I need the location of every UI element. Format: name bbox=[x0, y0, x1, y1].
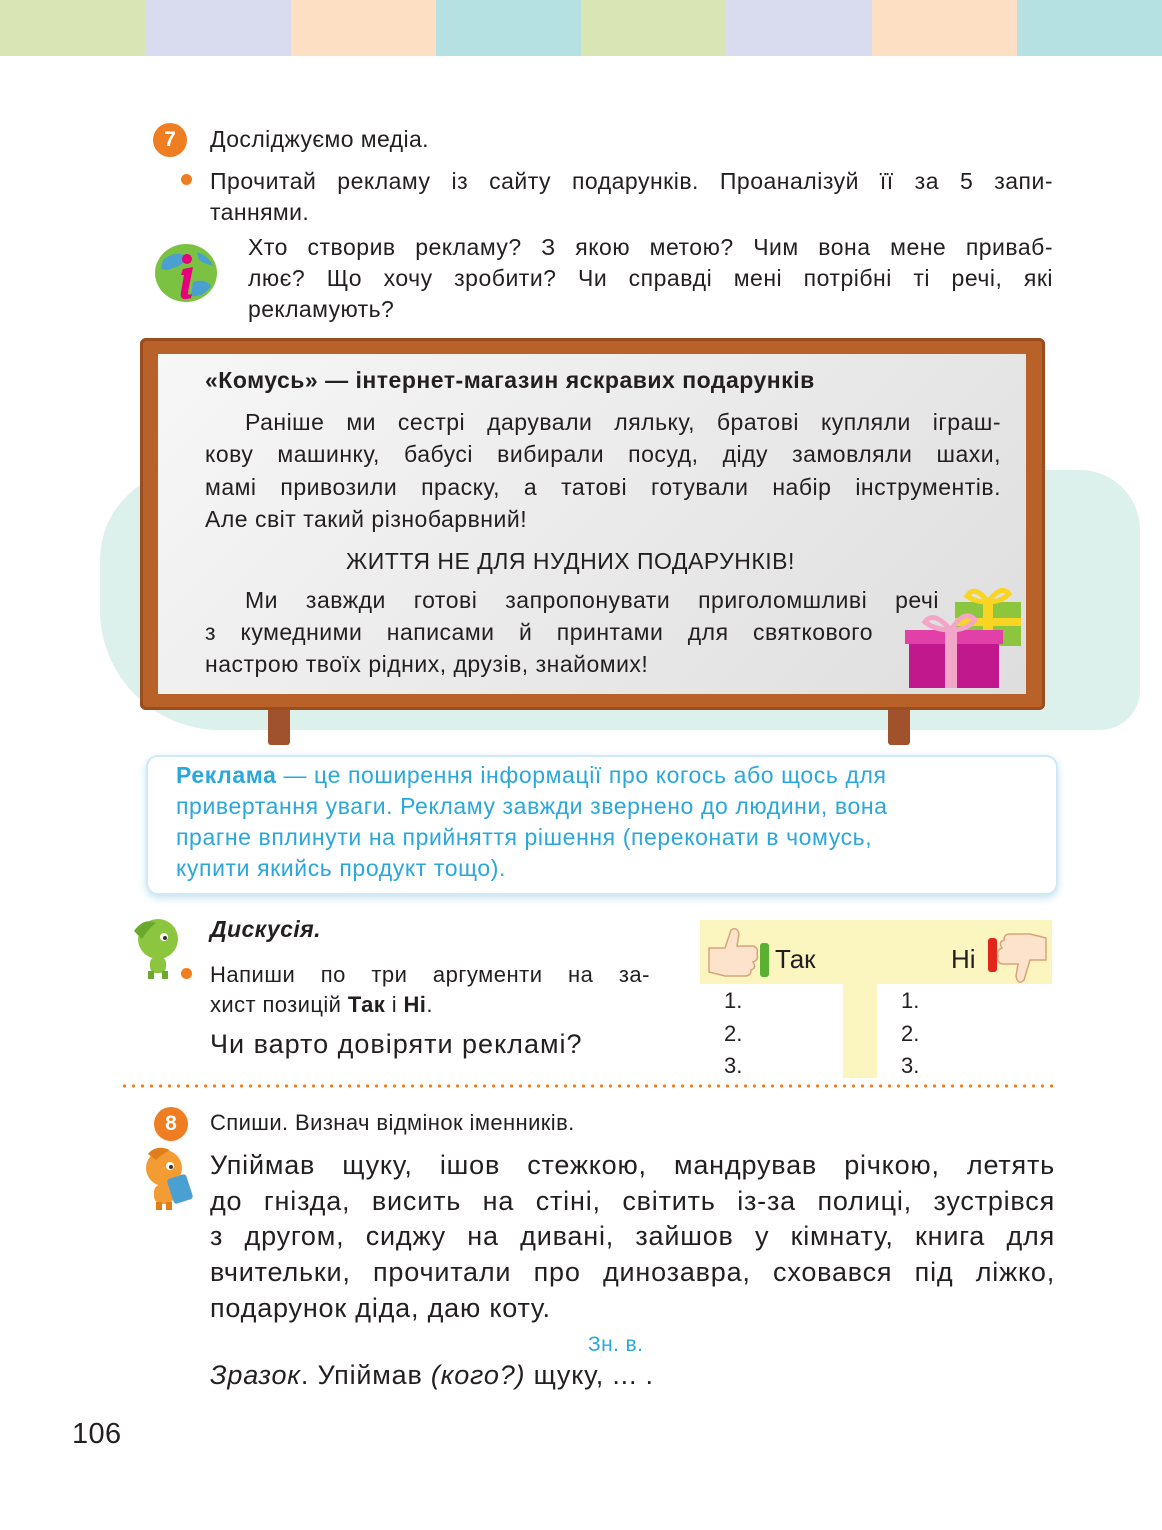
task-8-text-line: Упіймав щуку, ішов стежкою, мандрував річкою, летять bbox=[210, 1150, 1055, 1180]
band-segment bbox=[145, 0, 290, 56]
and-word: і bbox=[385, 992, 404, 1017]
bullet-icon bbox=[181, 968, 192, 979]
task-7-title: Досліджуємо медіа. bbox=[210, 126, 429, 152]
yes-column-header: Так bbox=[775, 944, 816, 974]
task-8-title: Спиши. Визнач відмінок іменників. bbox=[210, 1110, 575, 1135]
yes-item: 2. bbox=[724, 1021, 743, 1046]
no-item: 2. bbox=[901, 1021, 920, 1046]
no-column-header: Ні bbox=[951, 944, 976, 974]
band-segment bbox=[291, 0, 436, 56]
orange-character-icon bbox=[136, 1146, 198, 1212]
billboard-title: «Комусь» — інтернет-магазин яскравих подарунків bbox=[205, 367, 815, 393]
definition-term: Реклама bbox=[176, 762, 277, 788]
definition-line: привертання уваги. Рекламу завжди звернено до людини, вона bbox=[176, 793, 888, 819]
no-item: 3. bbox=[901, 1053, 920, 1078]
discussion-question: Чи варто довіряти рекламі? bbox=[210, 1029, 583, 1059]
discussion-instruction-line: Напиши по три аргументи на за- bbox=[210, 962, 650, 987]
thumbs-up-icon bbox=[703, 922, 761, 980]
task-8-text-line: вчительки, прочитали про динозавра, сховався під ліжко, bbox=[210, 1257, 1055, 1287]
green-character-icon bbox=[128, 917, 184, 981]
billboard-paragraph-line: Раніше ми сестрі дарували ляльку, братові купляли іграш- bbox=[245, 409, 1001, 435]
task-7-instruction-line: таннями. bbox=[210, 199, 310, 225]
band-segment bbox=[872, 0, 1017, 56]
sample-verb: Упіймав bbox=[309, 1360, 431, 1390]
task-7-instruction-line: Прочитай рекламу із сайту подарунків. Проаналізуй її за 5 запи- bbox=[210, 168, 1053, 194]
task-7-question-line: Хто створив рекламу? З якою метою? Чим вона мене приваб- bbox=[248, 234, 1053, 260]
task-7-number-badge: 7 bbox=[153, 123, 187, 157]
green-marker bbox=[760, 943, 769, 977]
definition-line bbox=[176, 762, 887, 789]
bullet-icon bbox=[181, 174, 192, 185]
task-8-text-line: до гнізда, висить на стіні, світить із-за полиці, зустрівся bbox=[210, 1186, 1055, 1216]
yes-item: 1. bbox=[724, 988, 743, 1013]
header-color-band bbox=[0, 0, 1162, 56]
sample-dot: . bbox=[300, 1360, 310, 1390]
sample-question: (кого?) bbox=[430, 1360, 526, 1390]
band-segment bbox=[1017, 0, 1162, 56]
task-7-question-line: лює? Що хочу зробити? Чи справді мені потрібні ті речі, які bbox=[248, 265, 1053, 291]
definition-text: — це поширення інформації про когось або щось для bbox=[276, 762, 887, 788]
task-8-text-line: з другом, сиджу на дивані, зайшов у кімнату, книга для bbox=[210, 1221, 1055, 1251]
band-segment bbox=[436, 0, 581, 56]
page-number: 106 bbox=[72, 1418, 122, 1450]
t-table-divider bbox=[843, 984, 877, 1078]
band-segment bbox=[581, 0, 726, 56]
case-label: Зн. в. bbox=[588, 1333, 644, 1356]
billboard-paragraph-line: з кумедними написами й принтами для святкового bbox=[205, 619, 873, 645]
definition-line: купити якийсь продукт тощо). bbox=[176, 855, 507, 881]
yes-word: Так bbox=[347, 992, 386, 1017]
yes-item: 3. bbox=[724, 1053, 743, 1078]
info-globe-icon bbox=[153, 242, 219, 304]
billboard-paragraph-line: мамі привозили праску, а татові готували набір інструментів. bbox=[205, 474, 1001, 500]
billboard-paragraph-line: кову машинку, бабусі вибирали посуд, діду замовляли шахи, bbox=[205, 441, 1001, 467]
task-7-question-line: рекламують? bbox=[248, 296, 395, 322]
no-item: 1. bbox=[901, 988, 920, 1013]
dotted-divider bbox=[120, 1084, 1055, 1088]
discussion-instruction-text: хист позицій bbox=[210, 992, 348, 1017]
band-segment bbox=[0, 0, 145, 56]
sample-line bbox=[210, 1360, 654, 1391]
discussion-instruction-line bbox=[210, 992, 433, 1018]
discussion-title: Дискусія. bbox=[210, 916, 321, 942]
period: . bbox=[426, 992, 433, 1017]
billboard-paragraph-line: Ми завжди готові запропонувати приголомшливі речі bbox=[245, 587, 939, 613]
gift-boxes-icon bbox=[905, 582, 1027, 690]
band-segment bbox=[726, 0, 871, 56]
no-word: Ні bbox=[403, 992, 427, 1017]
billboard-paragraph-line: Але світ такий різнобарвний! bbox=[205, 506, 528, 532]
definition-line: прагне вплинути на прийняття рішення (переконати в чомусь, bbox=[176, 824, 873, 850]
task-8-number-badge: 8 bbox=[154, 1107, 188, 1141]
sample-rest: щуку, ... . bbox=[525, 1360, 654, 1390]
task-8-text-line: подарунок діда, даю коту. bbox=[210, 1293, 551, 1323]
sample-label: Зразок bbox=[210, 1360, 301, 1390]
billboard-slogan: ЖИТТЯ НЕ ДЛЯ НУДНИХ ПОДАРУНКІВ! bbox=[346, 548, 795, 574]
billboard-paragraph-line: настрою твоїх рідних, друзів, знайомих! bbox=[205, 651, 649, 677]
thumbs-down-icon bbox=[994, 930, 1052, 996]
